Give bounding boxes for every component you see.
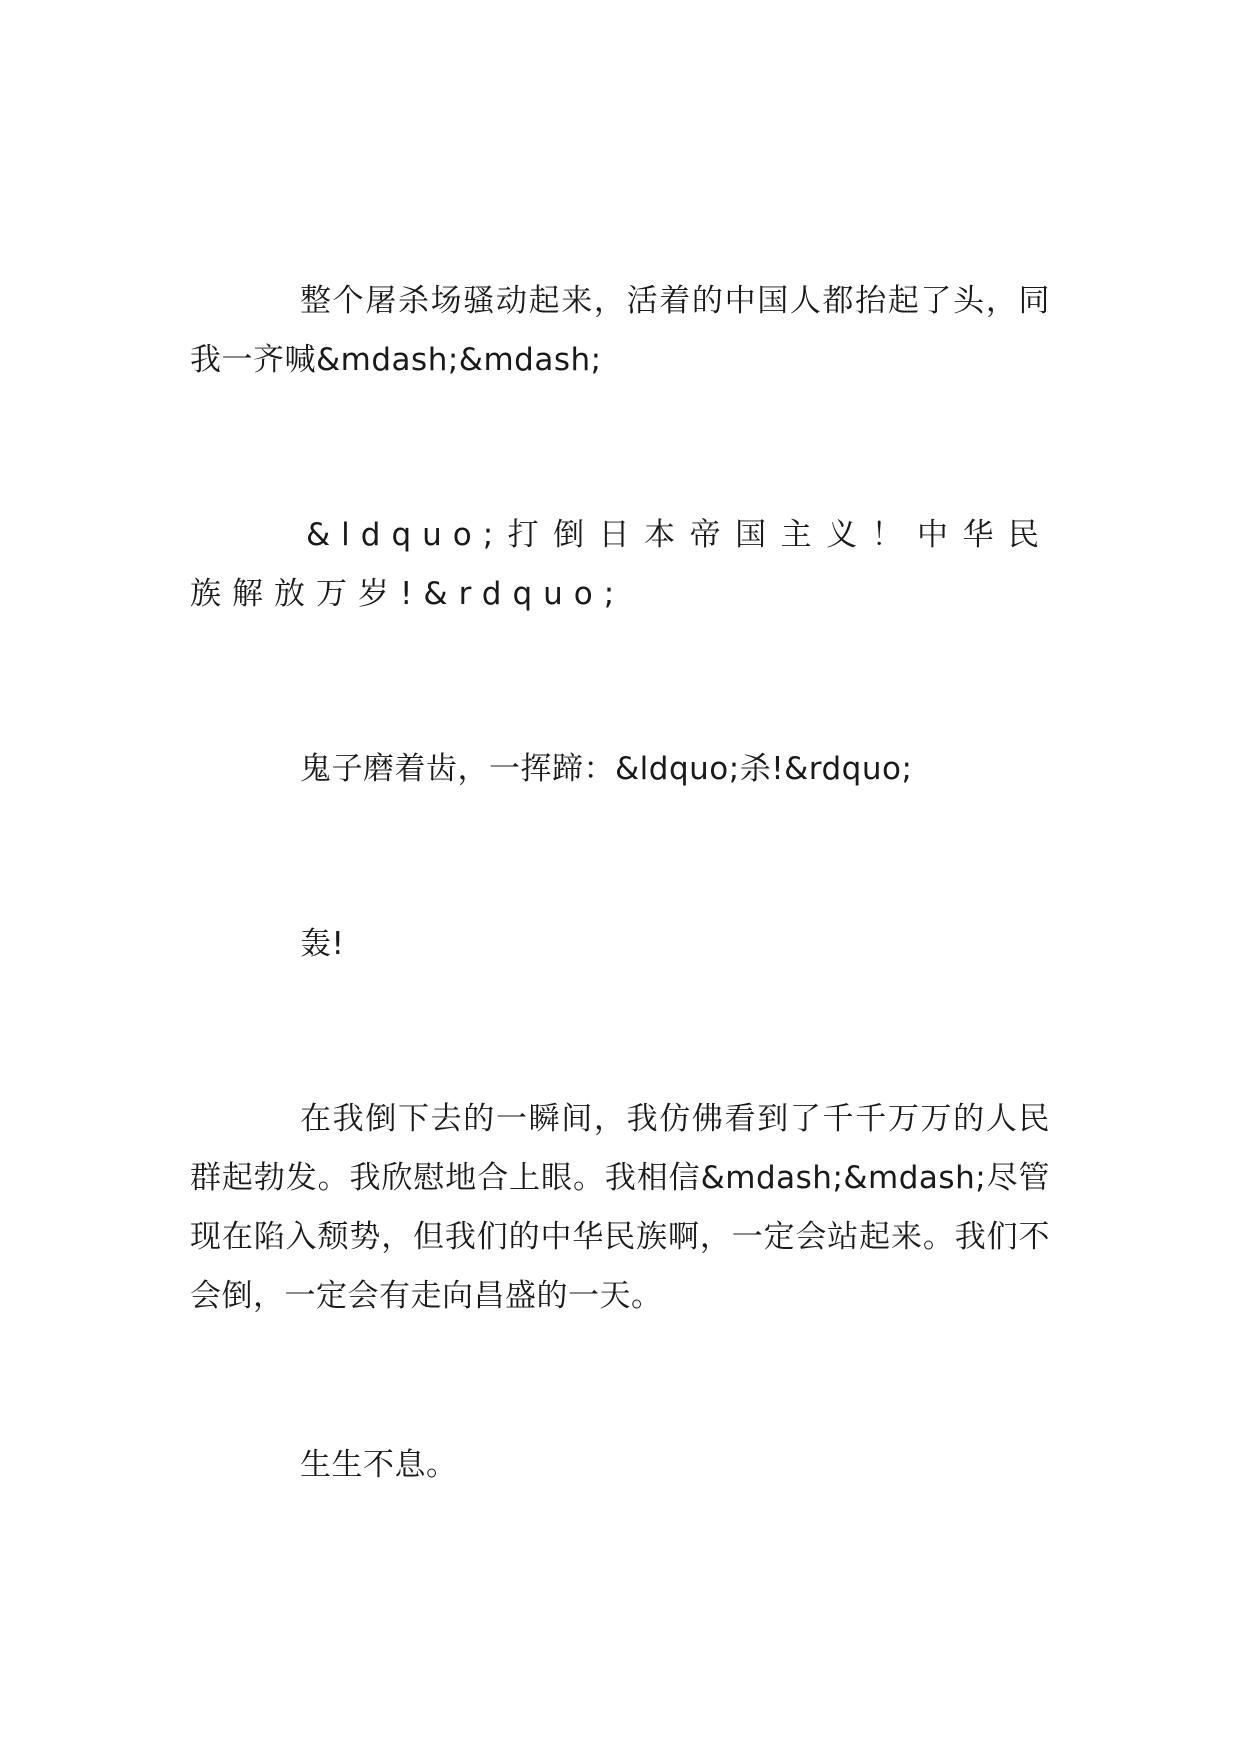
- paragraph-final-moment: 在我倒下去的一瞬间，我仿佛看到了千千万万的人民群起勃发。我欣慰地合上眼。我相信&mdash;&mdash;尽管现在陷入颓势，但我们的中华民族啊，一定会站起来。我们不会倒，一定会有走向昌盛的一天。: [190, 1101, 1050, 1314]
- paragraph-slogan: &ldquo;打倒日本帝国主义！中华民族解放万岁!&rdquo;: [190, 517, 1050, 612]
- paragraph-crowd-shout: 整个屠杀场骚动起来，活着的中国人都抬起了头，同我一齐喊&mdash;&mdash;: [190, 283, 1050, 378]
- paragraph-endless-life: 生生不息。: [300, 1447, 458, 1483]
- paragraph-kill-order: 鬼子磨着齿，一挥蹄：&ldquo;杀!&rdquo;: [300, 751, 913, 787]
- paragraph-boom: 轰!: [300, 926, 345, 962]
